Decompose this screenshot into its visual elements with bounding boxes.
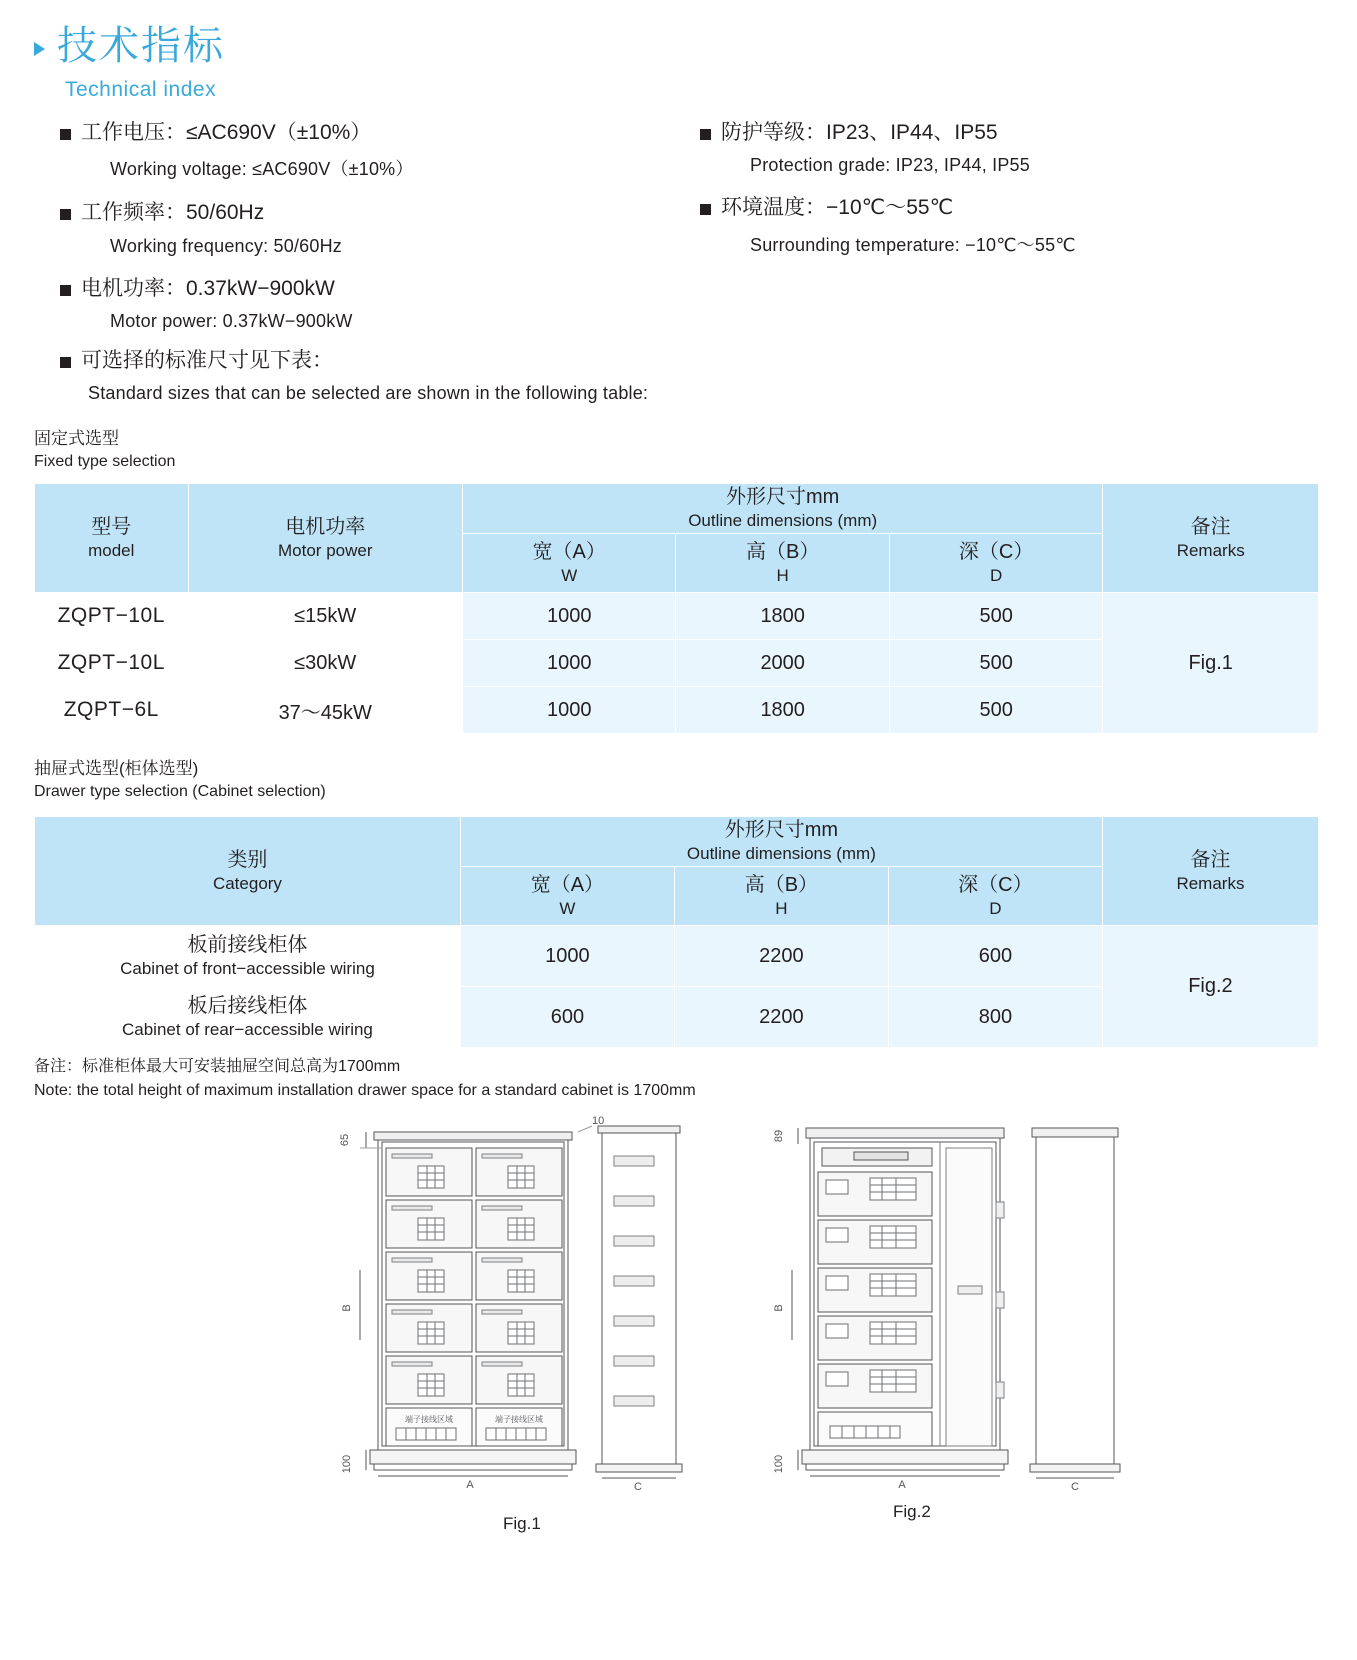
cell-height: 2000 bbox=[676, 640, 889, 687]
table2-caption-cn: 抽屉式选型(柜体选型) bbox=[34, 759, 199, 778]
spec-item-standard-sizes bbox=[60, 348, 1260, 404]
th-depth-cn: 深（C） bbox=[958, 540, 1034, 563]
spec-cn-text: 可选择的标准尺寸见下表： bbox=[81, 349, 333, 372]
table-note-en: Note: the total height of maximum installation drawer space for a standard cabinet is 1700mm bbox=[34, 1082, 696, 1099]
cell-depth: 800 bbox=[888, 987, 1102, 1048]
spec-column-left bbox=[60, 120, 660, 351]
spec-cn-text: 工作频率：50/60Hz bbox=[81, 201, 265, 225]
table2-caption-en: Drawer type selection (Cabinet selection) bbox=[34, 782, 326, 800]
fig1-dim-C: C bbox=[634, 1481, 642, 1493]
spec-item-surrounding-temperature bbox=[700, 195, 1320, 256]
cell-height: 2200 bbox=[674, 987, 888, 1048]
cell-width: 1000 bbox=[462, 593, 675, 640]
cell-depth: 500 bbox=[889, 640, 1102, 687]
th-height-en: H bbox=[775, 898, 788, 918]
th-height-en: H bbox=[776, 565, 789, 585]
cell-remarks: Fig.2 bbox=[1102, 926, 1318, 1048]
th-remarks-cn: 备注 bbox=[1190, 515, 1231, 538]
page-title bbox=[34, 26, 225, 66]
cell-depth: 600 bbox=[888, 926, 1102, 987]
th-depth bbox=[888, 867, 1102, 926]
square-bullet-icon bbox=[60, 285, 71, 296]
fig1-zone-label-left: 端子接线区域 bbox=[405, 1415, 453, 1424]
th-depth-en: D bbox=[989, 898, 1002, 918]
drawer-type-table bbox=[34, 816, 1319, 1048]
cell-height: 2200 bbox=[674, 926, 888, 987]
spec-cn-text: 电机功率：0.37kW−900kW bbox=[81, 276, 335, 300]
spec-column-right bbox=[700, 120, 1320, 276]
cell-category-en: Cabinet of front−accessible wiring bbox=[120, 958, 375, 978]
fig1-caption: Fig.1 bbox=[503, 1514, 541, 1533]
page-header bbox=[34, 26, 225, 102]
fig1-dim-65: 65 bbox=[339, 1133, 351, 1147]
th-remarks bbox=[1102, 817, 1318, 926]
fig2-dim-89: 89 bbox=[773, 1129, 785, 1143]
th-category bbox=[35, 817, 461, 926]
cell-model: ZQPT−10L bbox=[35, 640, 189, 687]
fig2-dim-A: A bbox=[898, 1479, 906, 1491]
th-category-cn: 类别 bbox=[227, 848, 268, 871]
th-power-en: Motor power bbox=[278, 540, 373, 560]
th-width bbox=[460, 867, 674, 926]
th-remarks bbox=[1103, 484, 1319, 593]
th-outline-en: Outline dimensions (mm) bbox=[686, 844, 876, 863]
cell-category-en: Cabinet of rear−accessible wiring bbox=[122, 1019, 373, 1039]
th-model-cn: 型号 bbox=[91, 515, 132, 538]
th-width-cn: 宽（A） bbox=[530, 873, 605, 896]
cell-power: ≤15kW bbox=[188, 593, 462, 640]
cell-remarks: Fig.1 bbox=[1103, 593, 1319, 734]
spec-cn-text: 防护等级：IP23、IP44、IP55 bbox=[721, 121, 998, 144]
table-row bbox=[35, 593, 1319, 640]
square-bullet-icon bbox=[60, 209, 71, 220]
fig1-zone-label-right: 端子接线区域 bbox=[495, 1415, 543, 1424]
spec-en-text: Surrounding temperature: −10℃～55℃ bbox=[750, 234, 1076, 255]
th-outline-dimensions bbox=[460, 817, 1102, 867]
cell-model: ZQPT−10L bbox=[35, 593, 189, 640]
th-height bbox=[676, 534, 889, 593]
spec-en-text: Motor power: 0.37kW−900kW bbox=[110, 310, 353, 331]
cell-width: 1000 bbox=[462, 640, 675, 687]
spec-cn-text: 环境温度：−10℃～55℃ bbox=[721, 196, 954, 220]
page-title-cn: 技术指标 bbox=[57, 24, 225, 68]
cell-model: ZQPT−6L bbox=[35, 687, 189, 734]
fig2-dim-C: C bbox=[1071, 1481, 1079, 1493]
table1-caption bbox=[34, 428, 175, 473]
table-note-cn: 备注：标准柜体最大可安装抽屉空间总高为1700mm bbox=[34, 1058, 401, 1075]
th-outline-cn: 外形尺寸mm bbox=[726, 486, 840, 508]
fig2-dim-B: B bbox=[773, 1304, 785, 1312]
fig1-dim-100: 100 bbox=[341, 1454, 353, 1474]
spec-item-working-voltage bbox=[60, 120, 660, 181]
table-header-row bbox=[35, 484, 1319, 534]
th-remarks-en: Remarks bbox=[1176, 540, 1245, 560]
th-width-cn: 宽（A） bbox=[532, 540, 606, 563]
spec-en-text: Working frequency: 50/60Hz bbox=[110, 235, 342, 256]
cell-power: 37～45kW bbox=[188, 687, 462, 734]
th-depth bbox=[889, 534, 1102, 593]
th-outline-en: Outline dimensions (mm) bbox=[688, 511, 878, 530]
table-note bbox=[34, 1055, 696, 1103]
th-width bbox=[462, 534, 675, 593]
table1-caption-cn: 固定式选型 bbox=[34, 429, 119, 448]
table-row bbox=[35, 926, 1319, 987]
cell-category-cn: 板后接线柜体 bbox=[187, 994, 308, 1017]
th-height-cn: 高（B） bbox=[744, 873, 819, 896]
fig1-dim-B: B bbox=[341, 1304, 353, 1312]
th-model bbox=[35, 484, 189, 593]
cell-depth: 500 bbox=[889, 593, 1102, 640]
th-power-cn: 电机功率 bbox=[285, 515, 366, 538]
cell-category-cn: 板前接线柜体 bbox=[187, 933, 308, 956]
th-depth-cn: 深（C） bbox=[958, 873, 1033, 896]
th-width-en: W bbox=[561, 565, 578, 585]
table-header-row bbox=[35, 817, 1319, 867]
table2-caption bbox=[34, 758, 326, 803]
th-depth-en: D bbox=[990, 565, 1003, 585]
square-bullet-icon bbox=[700, 129, 711, 140]
square-bullet-icon bbox=[60, 129, 71, 140]
fig1-dim-10: 10 bbox=[592, 1115, 605, 1127]
th-height bbox=[674, 867, 888, 926]
th-width-en: W bbox=[559, 898, 576, 918]
cabinet-drawings bbox=[330, 1110, 1330, 1510]
spec-cn-text: 工作电压：≤AC690V（±10%） bbox=[81, 121, 372, 144]
spec-item-working-frequency bbox=[60, 200, 660, 256]
th-remarks-cn: 备注 bbox=[1190, 848, 1231, 871]
th-model-en: model bbox=[88, 540, 135, 560]
square-bullet-icon bbox=[700, 204, 711, 215]
cell-depth: 500 bbox=[889, 687, 1102, 734]
th-outline-dimensions bbox=[462, 484, 1102, 534]
cell-height: 1800 bbox=[676, 687, 889, 734]
spec-en-text: Working voltage: ≤AC690V（±10%） bbox=[110, 159, 414, 180]
th-motor-power bbox=[188, 484, 462, 593]
th-remarks-en: Remarks bbox=[1176, 873, 1245, 893]
cell-category bbox=[35, 926, 461, 987]
cell-width: 1000 bbox=[462, 687, 675, 734]
square-bullet-icon bbox=[60, 357, 71, 368]
fig1-dim-A: A bbox=[466, 1479, 474, 1491]
cell-category bbox=[35, 987, 461, 1048]
fixed-type-table bbox=[34, 483, 1319, 734]
th-height-cn: 高（B） bbox=[746, 540, 820, 563]
triangle-bullet-icon bbox=[34, 42, 45, 56]
cell-height: 1800 bbox=[676, 593, 889, 640]
th-category-en: Category bbox=[212, 873, 282, 893]
fig2-caption: Fig.2 bbox=[893, 1502, 931, 1521]
spec-item-motor-power bbox=[60, 276, 660, 332]
table1-caption-en: Fixed type selection bbox=[34, 452, 176, 470]
spec-item-protection-grade bbox=[700, 120, 1320, 176]
spec-en-text: Protection grade: IP23, IP44, IP55 bbox=[750, 155, 1030, 176]
fig2-dim-100: 100 bbox=[773, 1454, 785, 1474]
figure-area bbox=[330, 1110, 1330, 1550]
cell-power: ≤30kW bbox=[188, 640, 462, 687]
cell-width: 600 bbox=[460, 987, 674, 1048]
cell-width: 1000 bbox=[460, 926, 674, 987]
th-outline-cn: 外形尺寸mm bbox=[724, 819, 839, 841]
spec-en-text: Standard sizes that can be selected are shown in the following table: bbox=[88, 383, 649, 404]
page-title-en: Technical index bbox=[65, 78, 217, 101]
